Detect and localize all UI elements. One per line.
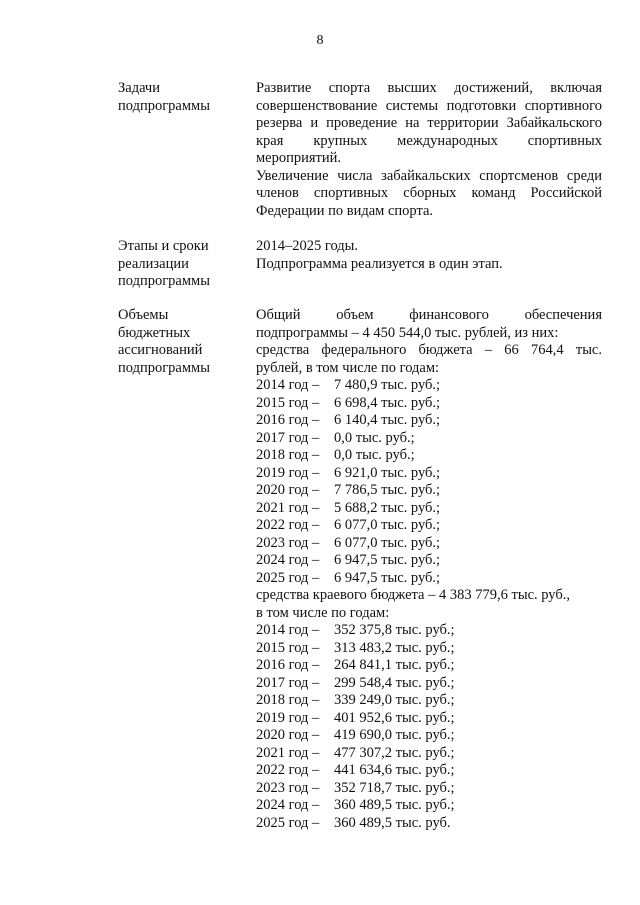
tasks-paragraph-2: Увеличение числа забайкальских спортсменов среди членов спортивных сборных команд Российской Федерации по видам спорта. [256, 167, 602, 219]
federal-year-label: 2024 год – [256, 552, 320, 568]
regional-year-label: 2018 год – [256, 692, 320, 708]
tasks-paragraph-1: Развитие спорта высших достижений, включая совершенствование системы подготовки спортивного резерва и проведение на территории Забайкальского края крупных международных спортивных мероприятий. [256, 80, 602, 166]
federal-year-label: 2018 год – [256, 447, 320, 463]
federal-year-amount: 6 077,0 тыс. руб.; [334, 534, 441, 551]
tasks-label: Задачи подпрограммы [118, 80, 210, 114]
federal-year-row [256, 412, 602, 430]
regional-year-amount: 360 489,5 тыс. руб.; [334, 797, 455, 813]
federal-year-row [256, 430, 602, 448]
regional-year-label: 2016 год – [256, 657, 320, 673]
federal-year-row [256, 517, 602, 535]
regional-year-amount: 360 489,5 тыс. руб. [334, 814, 451, 831]
regional-year-row [256, 745, 602, 763]
federal-year-label: 2023 год – [256, 534, 320, 551]
federal-intro-line-1: средства федерального бюджета – 66 764,4 тыс. [256, 342, 602, 358]
regional-year-row [256, 797, 602, 815]
stages-note: Подпрограмма реализуется в один этап. [256, 255, 503, 272]
federal-year-row [256, 552, 602, 570]
federal-year-amount: 6 698,4 тыс. руб.; [334, 394, 441, 411]
regional-year-amount: 299 548,4 тыс. руб.; [334, 674, 455, 691]
federal-year-row [256, 500, 602, 518]
federal-year-label: 2022 год – [256, 517, 320, 533]
regional-year-label: 2014 год – [256, 622, 320, 638]
regional-year-row [256, 675, 602, 693]
regional-year-amount: 313 483,2 тыс. руб.; [334, 639, 455, 656]
federal-year-row [256, 482, 602, 500]
regional-year-amount: 339 249,0 тыс. руб.; [334, 692, 455, 708]
federal-year-label: 2025 год – [256, 569, 320, 586]
federal-year-label: 2015 год – [256, 394, 320, 411]
federal-year-row [256, 535, 602, 553]
federal-year-label: 2014 год – [256, 377, 320, 393]
budget-label: Объемы бюджетных ассигнований подпрограммы [118, 307, 210, 376]
federal-year-amount: 0,0 тыс. руб.; [334, 447, 415, 463]
stages-label: Этапы и сроки реализации подпрограммы [118, 238, 210, 289]
federal-year-label: 2016 год – [256, 412, 320, 428]
regional-year-amount: 352 718,7 тыс. руб.; [334, 779, 455, 796]
federal-intro-line-2: рублей, в том числе по годам: [256, 359, 440, 376]
federal-year-label: 2017 год – [256, 429, 320, 446]
federal-year-row [256, 447, 602, 465]
regional-year-row [256, 692, 602, 710]
federal-year-row [256, 570, 602, 588]
federal-year-amount: 6 947,5 тыс. руб.; [334, 552, 441, 568]
regional-year-label: 2024 год – [256, 797, 320, 813]
federal-year-amount: 6 077,0 тыс. руб.; [334, 517, 441, 533]
regional-year-amount: 477 307,2 тыс. руб.; [334, 744, 455, 761]
stages-period: 2014–2025 годы. [256, 238, 359, 254]
federal-year-amount: 7 480,9 тыс. руб.; [334, 377, 441, 393]
regional-year-amount: 441 634,6 тыс. руб.; [334, 762, 455, 778]
stages-content [256, 238, 602, 273]
federal-year-amount: 6 140,4 тыс. руб.; [334, 412, 441, 428]
regional-year-row [256, 762, 602, 780]
budget-intro-line-1: Общий объем финансового обеспечения [256, 307, 602, 323]
federal-year-label: 2021 год – [256, 499, 320, 516]
regional-year-row [256, 622, 602, 640]
regional-year-row [256, 640, 602, 658]
regional-year-amount: 264 841,1 тыс. руб.; [334, 657, 455, 673]
federal-year-label: 2020 год – [256, 482, 320, 498]
regional-year-label: 2022 год – [256, 762, 320, 778]
regional-year-amount: 419 690,0 тыс. руб.; [334, 727, 455, 743]
page-number: 8 [316, 33, 324, 48]
regional-year-label: 2021 год – [256, 744, 320, 761]
federal-year-amount: 5 688,2 тыс. руб.; [334, 499, 441, 516]
budget-content [256, 307, 602, 832]
regional-year-row [256, 727, 602, 745]
federal-year-amount: 7 786,5 тыс. руб.; [334, 482, 441, 498]
regional-intro-line-1: средства краевого бюджета – 4 383 779,6 тыс. руб., [256, 587, 570, 603]
regional-years-list [256, 622, 602, 832]
regional-year-label: 2015 год – [256, 639, 320, 656]
federal-year-row [256, 377, 602, 395]
regional-intro-line-2: в том числе по годам: [256, 604, 390, 621]
budget-intro-line-2: подпрограммы – 4 450 544,0 тыс. рублей, из них: [256, 324, 559, 341]
regional-year-label: 2023 год – [256, 779, 320, 796]
federal-year-label: 2019 год – [256, 464, 320, 481]
regional-year-row [256, 657, 602, 675]
federal-year-row [256, 395, 602, 413]
regional-year-row [256, 780, 602, 798]
tasks-content [256, 80, 602, 220]
regional-year-label: 2020 год – [256, 727, 320, 743]
regional-year-row [256, 815, 602, 833]
federal-year-amount: 6 921,0 тыс. руб.; [334, 464, 441, 481]
federal-year-amount: 6 947,5 тыс. руб.; [334, 569, 441, 586]
federal-year-row [256, 465, 602, 483]
regional-year-row [256, 710, 602, 728]
regional-year-amount: 401 952,6 тыс. руб.; [334, 709, 455, 726]
regional-year-label: 2025 год – [256, 814, 320, 831]
regional-year-label: 2019 год – [256, 709, 320, 726]
regional-year-amount: 352 375,8 тыс. руб.; [334, 622, 455, 638]
federal-years-list [256, 377, 602, 587]
federal-year-amount: 0,0 тыс. руб.; [334, 429, 415, 446]
regional-year-label: 2017 год – [256, 674, 320, 691]
